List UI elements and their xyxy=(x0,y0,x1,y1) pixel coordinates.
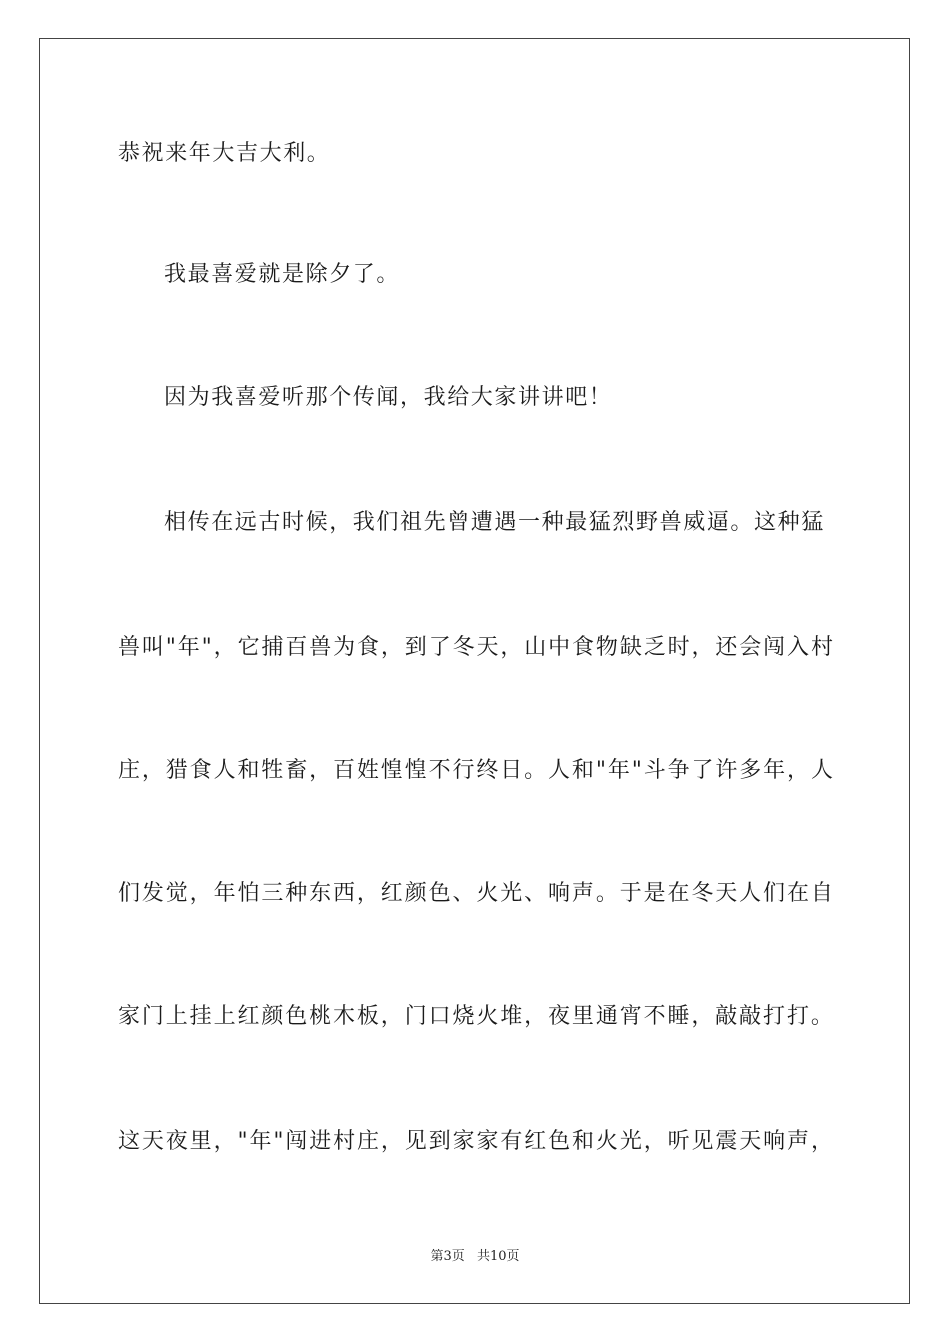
text-line: 家 门 上 挂 上 红 颜 色 桃 木 板 ， 门 口 烧 火 堆 ， 夜 里 通 宵 不 睡 ， 敲 敲 打 打 。 xyxy=(118,1004,833,1029)
text-line: 恭祝来年大吉大利。 xyxy=(118,141,331,166)
text-line: 庄 ， 猎 食 人 和 牲 畜 ， 百 姓 惶 惶 不 行 终 日 。 人 和 " 年 " 斗 争 了 许 多 年 ， 人 xyxy=(118,758,833,783)
text-line: 相传在远古时候，我们祖先曾遭遇一种最猛烈野兽威逼。这种猛 xyxy=(164,510,825,535)
text-line: 兽 叫 " 年 " ， 它 捕 百 兽 为 食 ， 到 了 冬 天 ， 山 中 食 物 缺 乏 时 ， 还 会 闯 入 村 xyxy=(118,635,833,660)
page-footer xyxy=(0,1248,950,1266)
text-line: 我最喜爱就是除夕了。 xyxy=(164,262,401,287)
page-frame xyxy=(39,38,910,1304)
text-line: 这 天 夜 里 ， " 年 " 闯 进 村 庄 ， 见 到 家 家 有 红 色 和 火 光 ， 听 见 震 天 响 声 ， xyxy=(118,1129,833,1154)
text-line: 们 发 觉 ， 年 怕 三 种 东 西 ， 红 颜 色 、 火 光 、 响 声 。 于 是 在 冬 天 人 们 在 自 xyxy=(118,881,833,906)
text-line: 因为我喜爱听那个传闻，我给大家讲讲吧！ xyxy=(164,385,613,410)
page-total: 共10页 xyxy=(476,1249,520,1264)
page-number: 第3页 xyxy=(430,1249,465,1264)
